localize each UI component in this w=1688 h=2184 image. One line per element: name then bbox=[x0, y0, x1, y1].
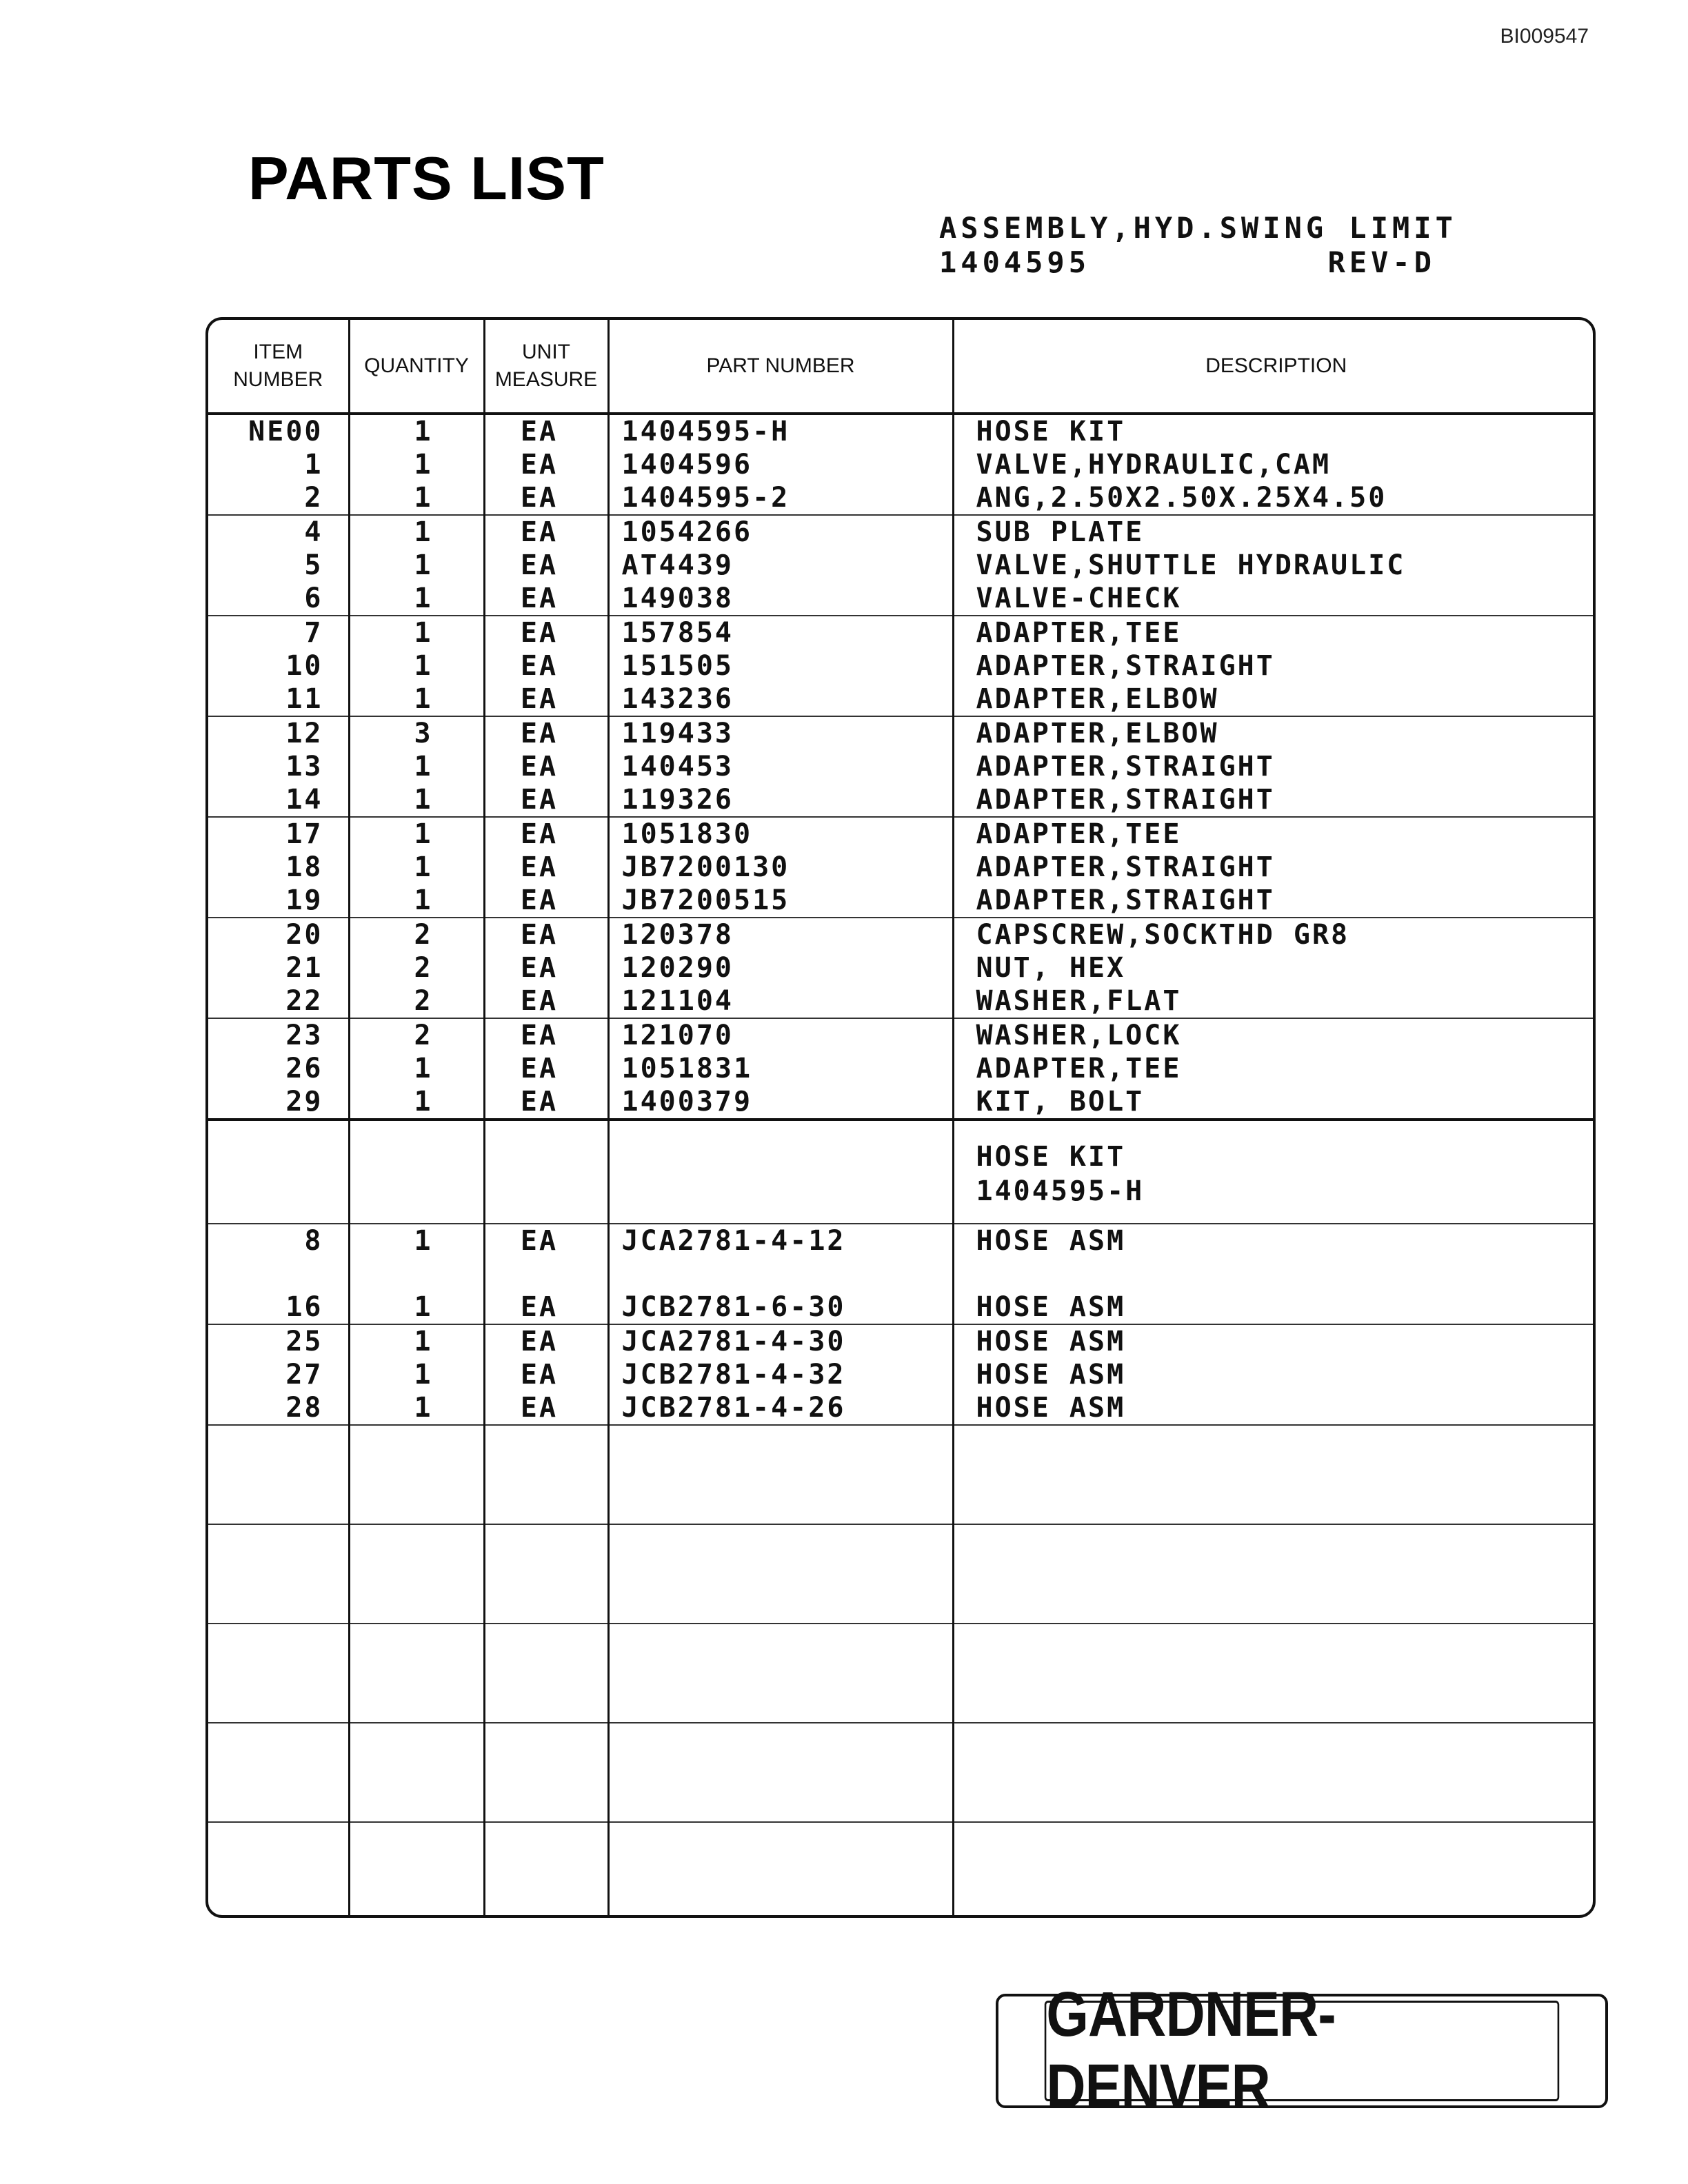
item-number: 16 bbox=[208, 1291, 349, 1324]
description: ADAPTER,STRAIGHT bbox=[953, 783, 1596, 817]
description: SUB PLATE bbox=[976, 516, 1145, 548]
quantity: 1 bbox=[349, 1358, 484, 1391]
part-number: 120378 bbox=[608, 918, 953, 951]
header-quantity: QUANTITY bbox=[349, 320, 484, 414]
quantity: 1 bbox=[349, 549, 484, 582]
description: ADAPTER,STRAIGHT bbox=[976, 751, 1275, 782]
part-number: 121070 bbox=[608, 1018, 953, 1052]
description: NUT, HEX bbox=[976, 952, 1126, 984]
header-part-number: PART NUMBER bbox=[608, 320, 953, 414]
description: HOSE ASM bbox=[976, 1326, 1126, 1357]
unit-measure: EA bbox=[484, 750, 608, 783]
gardner-denver-logo bbox=[996, 1979, 1608, 2122]
part-number: JCA2781-4-30 bbox=[608, 1324, 953, 1358]
item-number: 5 bbox=[208, 549, 349, 582]
hose-kit-header-row bbox=[208, 1120, 1596, 1224]
page-title: PARTS LIST bbox=[248, 144, 605, 212]
logo-text: GARDNER-DENVER bbox=[1045, 2001, 1559, 2101]
table-header-row bbox=[208, 320, 1596, 414]
description: ADAPTER,TEE bbox=[976, 818, 1182, 850]
table-row bbox=[208, 1391, 1596, 1425]
part-number: 140453 bbox=[608, 750, 953, 783]
hose-kit-number: 1404595-H bbox=[976, 1175, 1145, 1207]
unit-measure: EA bbox=[484, 649, 608, 682]
description: ADAPTER,STRAIGHT bbox=[976, 650, 1275, 682]
quantity: 1 bbox=[349, 817, 484, 851]
unit-measure: EA bbox=[484, 951, 608, 984]
item-number: 28 bbox=[208, 1391, 349, 1425]
part-number: JCB2781-6-30 bbox=[608, 1291, 953, 1324]
quantity: 2 bbox=[349, 918, 484, 951]
table-row bbox=[208, 884, 1596, 918]
description: ANG,2.50X2.50X.25X4.50 bbox=[953, 481, 1596, 515]
part-number: 157854 bbox=[608, 616, 953, 649]
quantity: 1 bbox=[349, 1324, 484, 1358]
table-row bbox=[208, 750, 1596, 783]
description: CAPSCREW,SOCKTHD GR8 bbox=[976, 919, 1350, 951]
unit-measure: EA bbox=[484, 448, 608, 481]
parts-table-frame bbox=[205, 317, 1596, 1918]
quantity: 1 bbox=[349, 1052, 484, 1085]
part-number: JCA2781-4-12 bbox=[608, 1224, 953, 1291]
part-number: AT4439 bbox=[608, 549, 953, 582]
description: HOSE ASM bbox=[953, 1391, 1596, 1425]
quantity: 1 bbox=[349, 649, 484, 682]
quantity: 1 bbox=[349, 481, 484, 515]
item-number: 25 bbox=[208, 1324, 349, 1358]
item-number: 26 bbox=[208, 1052, 349, 1085]
item-number: 14 bbox=[208, 783, 349, 817]
assembly-number-line bbox=[939, 245, 1436, 280]
header-description: DESCRIPTION bbox=[953, 320, 1596, 414]
table-row bbox=[208, 951, 1596, 984]
table-row bbox=[208, 448, 1596, 481]
table-row bbox=[208, 616, 1596, 649]
description: ADAPTER,STRAIGHT bbox=[976, 851, 1275, 883]
description: KIT, BOLT bbox=[953, 1085, 1596, 1120]
unit-measure: EA bbox=[484, 851, 608, 884]
quantity: 1 bbox=[349, 884, 484, 918]
table-row bbox=[208, 783, 1596, 817]
description: HOSE ASM bbox=[976, 1225, 1126, 1257]
description: ADAPTER,TEE bbox=[976, 617, 1182, 649]
item-number: 13 bbox=[208, 750, 349, 783]
item-number: 19 bbox=[208, 884, 349, 918]
quantity: 3 bbox=[349, 716, 484, 750]
part-number: 1404595-2 bbox=[608, 481, 953, 515]
part-number: 120290 bbox=[608, 951, 953, 984]
unit-measure: EA bbox=[484, 549, 608, 582]
empty-row bbox=[208, 1723, 1596, 1822]
unit-measure: EA bbox=[484, 783, 608, 817]
part-number: 1400379 bbox=[608, 1085, 953, 1120]
unit-measure: EA bbox=[484, 984, 608, 1018]
empty-row bbox=[208, 1822, 1596, 1918]
assembly-info bbox=[939, 211, 1457, 280]
part-number: 1054266 bbox=[608, 515, 953, 549]
part-number: 1051831 bbox=[608, 1052, 953, 1085]
quantity: 1 bbox=[349, 750, 484, 783]
unit-measure: EA bbox=[484, 682, 608, 716]
description: WASHER,FLAT bbox=[953, 984, 1596, 1018]
unit-measure: EA bbox=[484, 1291, 608, 1324]
document-id: BI009547 bbox=[1500, 25, 1589, 48]
part-number: JB7200515 bbox=[608, 884, 953, 918]
header-item-number: ITEM NUMBER bbox=[208, 320, 349, 414]
item-number: 8 bbox=[208, 1224, 349, 1291]
quantity: 1 bbox=[349, 616, 484, 649]
hose-kit-heading bbox=[953, 1120, 1596, 1224]
table-row bbox=[208, 649, 1596, 682]
part-number: JB7200130 bbox=[608, 851, 953, 884]
assembly-name: ASSEMBLY,HYD.SWING LIMIT bbox=[939, 211, 1457, 245]
table-row bbox=[208, 1324, 1596, 1358]
table-row bbox=[208, 1358, 1596, 1391]
unit-measure: EA bbox=[484, 716, 608, 750]
table-row bbox=[208, 851, 1596, 884]
hose-kit-title: HOSE KIT bbox=[976, 1141, 1126, 1173]
item-number: 21 bbox=[208, 951, 349, 984]
unit-measure: EA bbox=[484, 481, 608, 515]
description: ADAPTER,STRAIGHT bbox=[953, 884, 1596, 918]
part-number: 121104 bbox=[608, 984, 953, 1018]
assembly-revision: REV-D bbox=[1327, 245, 1436, 279]
unit-measure: EA bbox=[484, 414, 608, 448]
item-number: 2 bbox=[208, 481, 349, 515]
unit-measure: EA bbox=[484, 918, 608, 951]
description: HOSE KIT bbox=[976, 416, 1126, 447]
table-row bbox=[208, 682, 1596, 716]
item-number: 10 bbox=[208, 649, 349, 682]
part-number: 119433 bbox=[608, 716, 953, 750]
item-number: 4 bbox=[208, 515, 349, 549]
quantity: 2 bbox=[349, 1018, 484, 1052]
quantity: 1 bbox=[349, 1085, 484, 1120]
unit-measure: EA bbox=[484, 884, 608, 918]
item-number: 17 bbox=[208, 817, 349, 851]
unit-measure: EA bbox=[484, 1324, 608, 1358]
quantity: 1 bbox=[349, 682, 484, 716]
quantity: 1 bbox=[349, 1291, 484, 1324]
unit-measure: EA bbox=[484, 515, 608, 549]
table-row bbox=[208, 817, 1596, 851]
description: VALVE,SHUTTLE HYDRAULIC bbox=[976, 549, 1406, 581]
unit-measure: EA bbox=[484, 1052, 608, 1085]
part-number: JCB2781-4-26 bbox=[608, 1391, 953, 1425]
table-row bbox=[208, 1018, 1596, 1052]
description: HOSE ASM bbox=[976, 1359, 1126, 1391]
part-number: 151505 bbox=[608, 649, 953, 682]
description: VALVE-CHECK bbox=[953, 582, 1596, 616]
part-number: 1051830 bbox=[608, 817, 953, 851]
quantity: 1 bbox=[349, 783, 484, 817]
quantity: 1 bbox=[349, 1391, 484, 1425]
description: VALVE,HYDRAULIC,CAM bbox=[976, 449, 1332, 481]
item-number: 27 bbox=[208, 1358, 349, 1391]
unit-measure: EA bbox=[484, 582, 608, 616]
table-row bbox=[208, 515, 1596, 549]
empty-row bbox=[208, 1425, 1596, 1524]
item-number: 7 bbox=[208, 616, 349, 649]
empty-row bbox=[208, 1624, 1596, 1723]
part-number: JCB2781-4-32 bbox=[608, 1358, 953, 1391]
quantity: 2 bbox=[349, 984, 484, 1018]
description: WASHER,LOCK bbox=[976, 1020, 1182, 1051]
quantity: 2 bbox=[349, 951, 484, 984]
description: HOSE ASM bbox=[953, 1291, 1596, 1324]
item-number: 22 bbox=[208, 984, 349, 1018]
quantity: 1 bbox=[349, 414, 484, 448]
item-number: 6 bbox=[208, 582, 349, 616]
unit-measure: EA bbox=[484, 1391, 608, 1425]
quantity: 1 bbox=[349, 448, 484, 481]
table-row bbox=[208, 481, 1596, 515]
item-number: 18 bbox=[208, 851, 349, 884]
header-unit-measure: UNIT MEASURE bbox=[484, 320, 608, 414]
unit-measure: EA bbox=[484, 817, 608, 851]
table-row bbox=[208, 549, 1596, 582]
table-row bbox=[208, 1291, 1596, 1324]
table-row bbox=[208, 1052, 1596, 1085]
empty-row bbox=[208, 1524, 1596, 1624]
unit-measure: EA bbox=[484, 1018, 608, 1052]
item-number: 12 bbox=[208, 716, 349, 750]
item-number: 11 bbox=[208, 682, 349, 716]
table-row bbox=[208, 918, 1596, 951]
item-number: 20 bbox=[208, 918, 349, 951]
parts-table bbox=[208, 320, 1596, 1918]
assembly-number: 1404595 bbox=[939, 245, 1091, 279]
description: ADAPTER,TEE bbox=[976, 1053, 1182, 1084]
description: ADAPTER,ELBOW bbox=[953, 682, 1596, 716]
quantity: 1 bbox=[349, 582, 484, 616]
part-number: 119326 bbox=[608, 783, 953, 817]
unit-measure: EA bbox=[484, 1358, 608, 1391]
quantity: 1 bbox=[349, 515, 484, 549]
table-row bbox=[208, 582, 1596, 616]
unit-measure: EA bbox=[484, 616, 608, 649]
table-row bbox=[208, 984, 1596, 1018]
item-number: 1 bbox=[208, 448, 349, 481]
unit-measure: EA bbox=[484, 1224, 608, 1291]
table-row bbox=[208, 1224, 1596, 1291]
item-number: 23 bbox=[208, 1018, 349, 1052]
part-number: 1404595-H bbox=[608, 414, 953, 448]
part-number: 143236 bbox=[608, 682, 953, 716]
quantity: 1 bbox=[349, 1224, 484, 1291]
item-number: NE00 bbox=[208, 414, 349, 448]
item-number: 29 bbox=[208, 1085, 349, 1120]
table-row bbox=[208, 414, 1596, 448]
table-row bbox=[208, 1085, 1596, 1120]
unit-measure: EA bbox=[484, 1085, 608, 1120]
table-row bbox=[208, 716, 1596, 750]
description: ADAPTER,ELBOW bbox=[976, 718, 1219, 749]
quantity: 1 bbox=[349, 851, 484, 884]
part-number: 1404596 bbox=[608, 448, 953, 481]
part-number: 149038 bbox=[608, 582, 953, 616]
